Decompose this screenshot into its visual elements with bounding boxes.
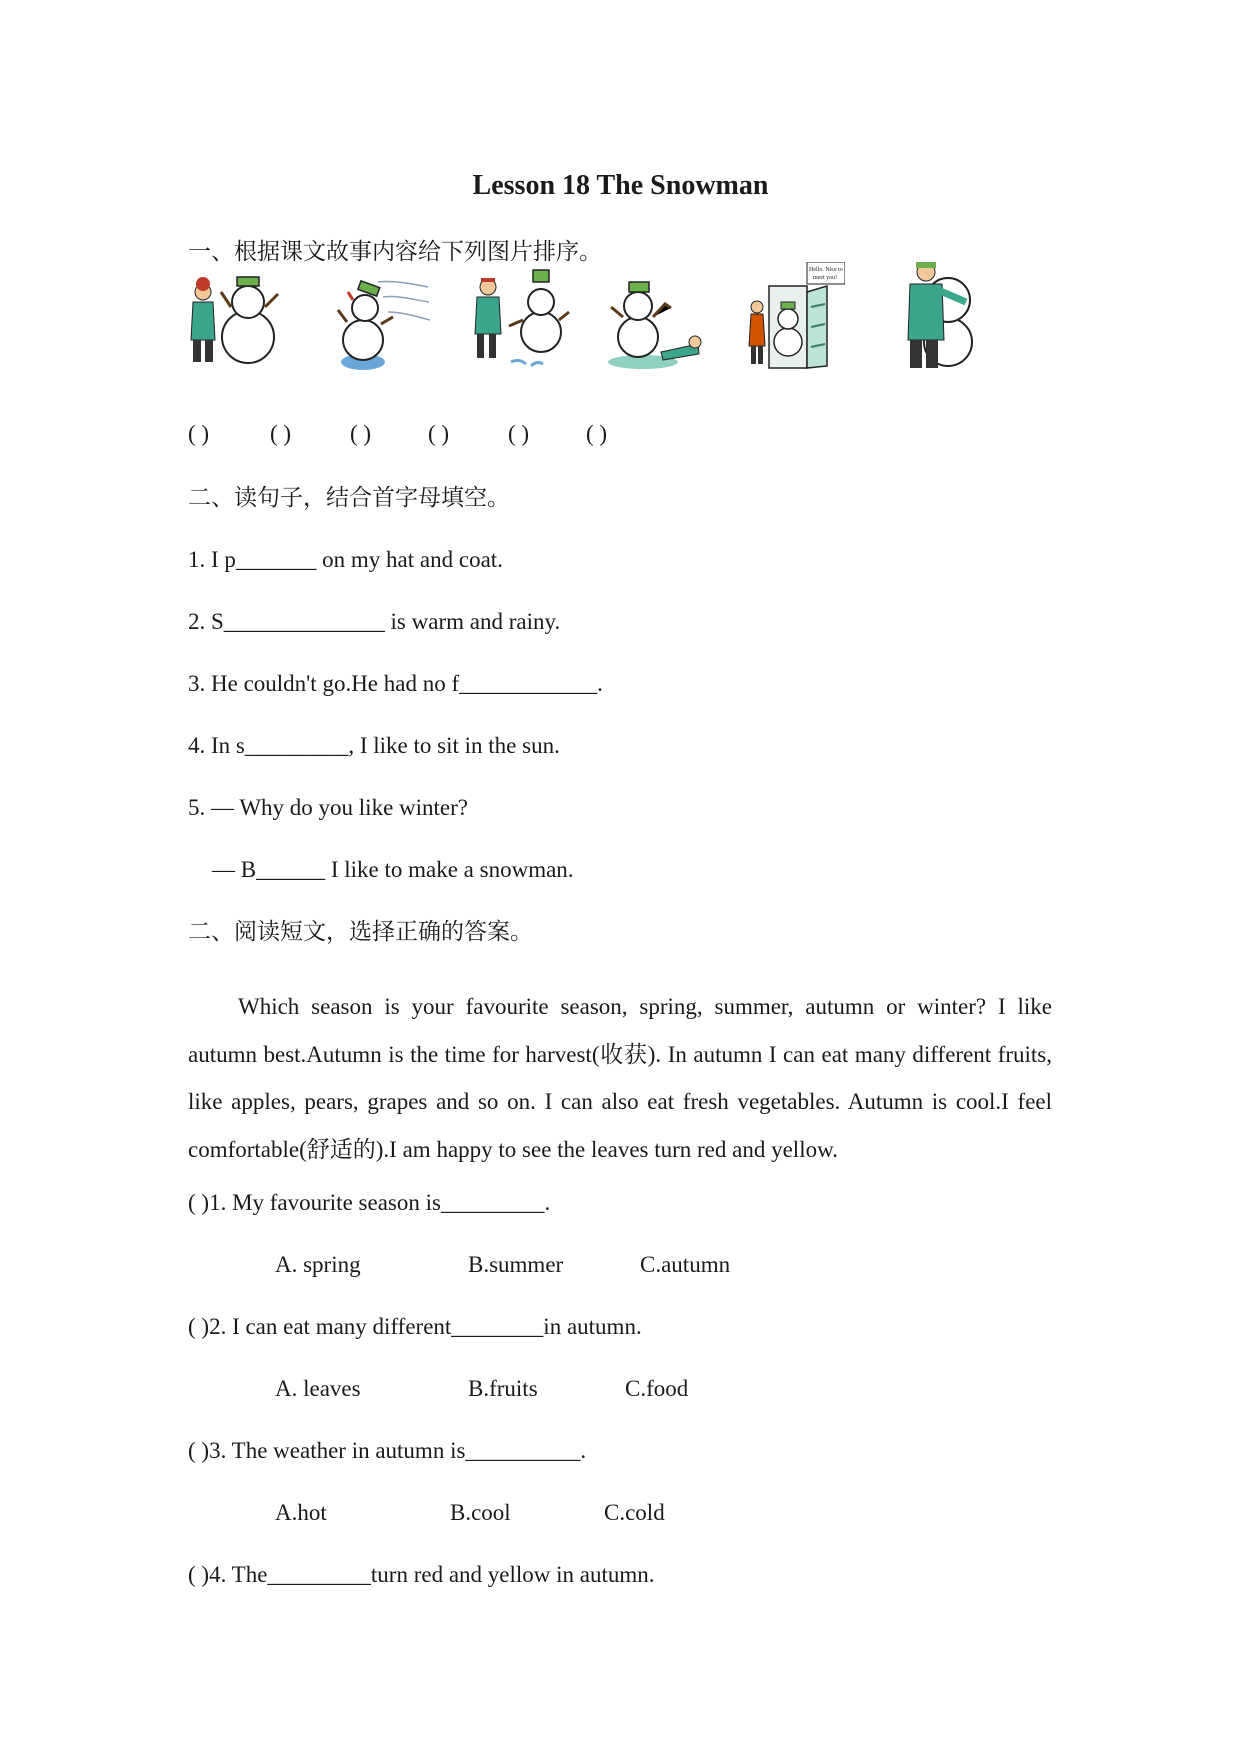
fill-item-2: 2. S______________ is warm and rainy. (188, 609, 561, 634)
page-title: Lesson 18 The Snowman (472, 170, 769, 201)
answer-blank-4[interactable]: ( ) (428, 421, 450, 446)
answer-blank-2[interactable]: ( ) (270, 421, 292, 446)
question-1: ( )1. My favourite season is_________. (188, 1190, 551, 1215)
question-3-option-a[interactable]: A.hot (275, 1500, 327, 1525)
answer-blank-1[interactable]: ( ) (188, 421, 210, 446)
answer-blank-6[interactable]: ( ) (586, 421, 608, 446)
fill-item-4: 4. In s_________, I like to sit in the sun. (188, 733, 560, 758)
question-4: ( )4. The_________turn red and yellow in autumn. (188, 1562, 655, 1587)
fridge-sign-line-2: meet you! (813, 275, 838, 281)
question-1-option-c[interactable]: C.autumn (640, 1252, 731, 1277)
child-hugging-snowman-icon (888, 262, 988, 377)
child-with-snowman-icon (471, 262, 571, 377)
question-2-option-c[interactable]: C.food (625, 1376, 689, 1401)
question-3-option-c[interactable]: C.cold (604, 1500, 665, 1525)
question-3: ( )3. The weather in autumn is__________. (188, 1438, 587, 1463)
section1-heading: 一、根据课文故事内容给下列图片排序。 (188, 239, 602, 264)
fill-item-1: 1. I p_______ on my hat and coat. (188, 547, 503, 572)
answer-blank-5[interactable]: ( ) (508, 421, 530, 446)
question-1-option-a[interactable]: A. spring (275, 1252, 361, 1277)
question-2-option-a[interactable]: A. leaves (275, 1376, 361, 1401)
snowman-in-wind-icon (333, 262, 433, 377)
fill-item-3: 3. He couldn't go.He had no f____________. (188, 671, 603, 696)
child-building-snowman-icon (183, 262, 283, 377)
answer-blank-3[interactable]: ( ) (350, 421, 372, 446)
reading-passage: Which season is your favourite season, spring, summer, autumn or winter? I like autumn best.Autumn is the time for harvest(收获). In autumn I can eat many different fruits, like apples, pears, grapes and so on. I can also eat fresh vegetables. Autumn is cool.I feel comfortable(舒适的).I am happy to see the leaves turn red and yellow. (188, 994, 1052, 1162)
question-3-option-b[interactable]: B.cool (450, 1500, 511, 1525)
question-2: ( )2. I can eat many different________in autumn. (188, 1314, 642, 1339)
question-1-option-b[interactable]: B.summer (468, 1252, 564, 1277)
section3-heading: 二、阅读短文，选择正确的答案。 (188, 919, 533, 944)
fridge-sign-line-1: Hello. Nice to (809, 267, 843, 273)
fallen-child-snowman-icon (603, 262, 703, 377)
question-2-option-b[interactable]: B.fruits (468, 1376, 538, 1401)
section2-heading: 二、读句子，结合首字母填空。 (188, 485, 510, 510)
fill-item-5: 5. — Why do you like winter? (188, 795, 468, 820)
fill-item-5-answer: — B______ I like to make a snowman. (212, 857, 574, 882)
snowman-in-fridge-icon (745, 262, 845, 377)
